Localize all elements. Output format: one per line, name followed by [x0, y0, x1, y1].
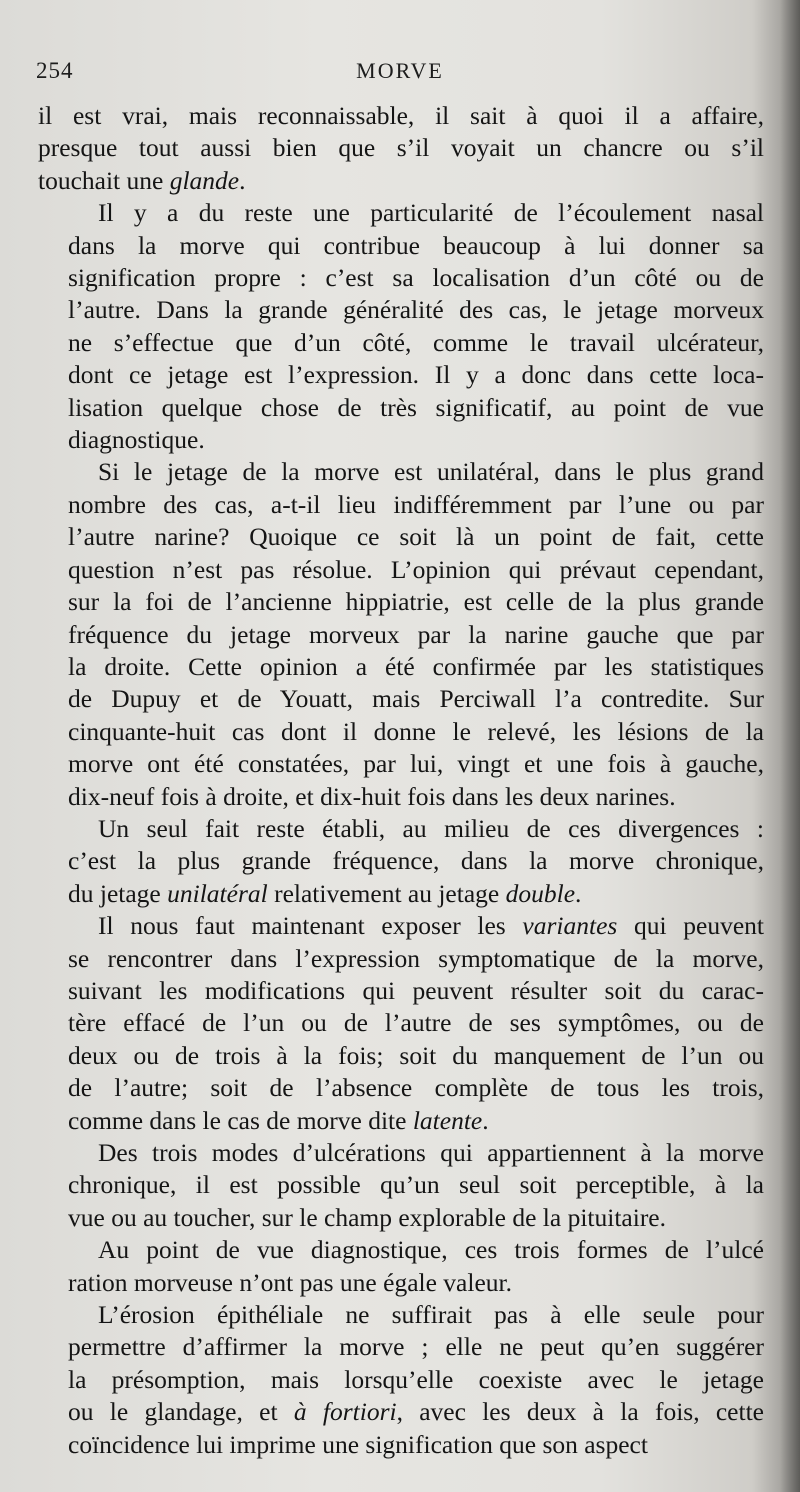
text-line: dont ce jetage est l’expression. Il y a donc dans cette loca-	[68, 360, 764, 390]
paragraph	[38, 100, 764, 197]
text-line: dans la morve qui contribue beaucoup à lui donner sa	[68, 230, 764, 260]
text-line: deux ou de trois à la fois; soit du manquement de l’un ou	[68, 1040, 764, 1070]
text-line: lisation quelque chose de très significatif, au point de vue	[68, 392, 764, 422]
text-line: permettre d’affirmer la morve ; elle ne peut qu’en suggérer	[68, 1332, 764, 1362]
text-line: touchait une glande.	[38, 165, 246, 195]
page-edge-shadow	[780, 0, 800, 1492]
text-line: Au point de vue diagnostique, ces trois formes de l’ulcé	[98, 1235, 764, 1265]
text-line: tère effacé de l’un ou de l’autre de ses symptômes, ou de	[68, 1008, 764, 1038]
body-text	[38, 100, 764, 1461]
text-line: suivant les modifications qui peuvent résulter soit du carac-	[68, 975, 764, 1005]
text-line: chronique, il est possible qu’un seul soit perceptible, à la	[68, 1170, 764, 1200]
text-line: se rencontrer dans l’expression symptomatique de la morve,	[68, 943, 764, 973]
text-line: signification propre : c’est sa localisation d’un côté ou de	[68, 263, 764, 293]
text-line: question n’est pas résolue. L’opinion qui prévaut cependant,	[68, 554, 764, 584]
text-line: Des trois modes d’ulcérations qui appartiennent à la morve	[98, 1138, 764, 1167]
text-line: nombre des cas, a-t-il lieu indifféremment par l’une ou par	[68, 489, 764, 519]
text-line: l’autre narine? Quoique ce soit là un point de fait, cette	[68, 522, 764, 552]
text-line: sur la foi de l’ancienne hippiatrie, est celle de la plus grande	[68, 587, 764, 617]
page-header	[0, 56, 800, 90]
page-number: 254	[36, 58, 74, 83]
text-line: vue ou au toucher, sur le champ explorable de la pituitaire.	[68, 1202, 667, 1232]
text-line: de l’autre; soit de l’absence complète de tous les trois,	[68, 1073, 764, 1103]
paragraph	[38, 813, 764, 910]
text-line: la présomption, mais lorsqu’elle coexiste avec le jetage	[68, 1364, 764, 1394]
text-line: la droite. Cette opinion a été confirmée par les statistiques	[68, 651, 764, 681]
text-line: l’autre. Dans la grande généralité des cas, le jetage morveux	[68, 295, 764, 325]
text-line: Si le jetage de la morve est unilatéral, dans le plus grand	[98, 457, 764, 487]
text-line: Il nous faut maintenant exposer les variantes qui peuvent	[98, 911, 764, 941]
text-line: du jetage unilatéral relativement au jetage double.	[68, 878, 582, 908]
text-line: il est vrai, mais reconnaissable, il sait à quoi il a affaire,	[38, 101, 764, 130]
text-line: de Dupuy et de Youatt, mais Perciwall l’a contredite. Sur	[68, 684, 764, 714]
running-head: MORVE	[356, 58, 444, 83]
paragraph	[38, 1299, 764, 1461]
text-line: Il y a du reste une particularité de l’écoulement nasal	[98, 198, 764, 228]
text-line: Un seul fait reste établi, au milieu de ces divergences :	[98, 813, 764, 843]
text-line: cinquante-huit cas dont il donne le relevé, les lésions de la	[68, 716, 764, 746]
paragraph	[38, 1137, 764, 1234]
text-line: comme dans le cas de morve dite latente.	[68, 1105, 489, 1135]
text-line: ou le glandage, et à fortiori, avec les deux à la fois, cette	[68, 1397, 764, 1427]
text-line: c’est la plus grande fréquence, dans la morve chronique,	[68, 846, 764, 876]
text-line: ration morveuse n’ont pas une égale valeur.	[68, 1267, 512, 1297]
text-line: fréquence du jetage morveux par la narine gauche que par	[68, 619, 764, 649]
text-line: diagnostique.	[68, 425, 205, 455]
text-line: presque tout aussi bien que s’il voyait un chancre ou s’il	[38, 133, 764, 163]
paragraph	[38, 1234, 764, 1299]
paragraph	[38, 197, 764, 456]
text-line: L’érosion épithéliale ne suffirait pas à elle seule pour	[98, 1300, 764, 1330]
text-line: ne s’effectue que d’un côté, comme le travail ulcérateur,	[68, 327, 764, 357]
text-line: coïncidence lui imprime une signification que son aspect	[68, 1429, 648, 1459]
text-line: dix-neuf fois à droite, et dix-huit fois dans les deux narines.	[68, 781, 676, 811]
text-line: morve ont été constatées, par lui, vingt et une fois à gauche,	[68, 749, 764, 779]
paragraph	[38, 456, 764, 812]
paragraph	[38, 910, 764, 1137]
